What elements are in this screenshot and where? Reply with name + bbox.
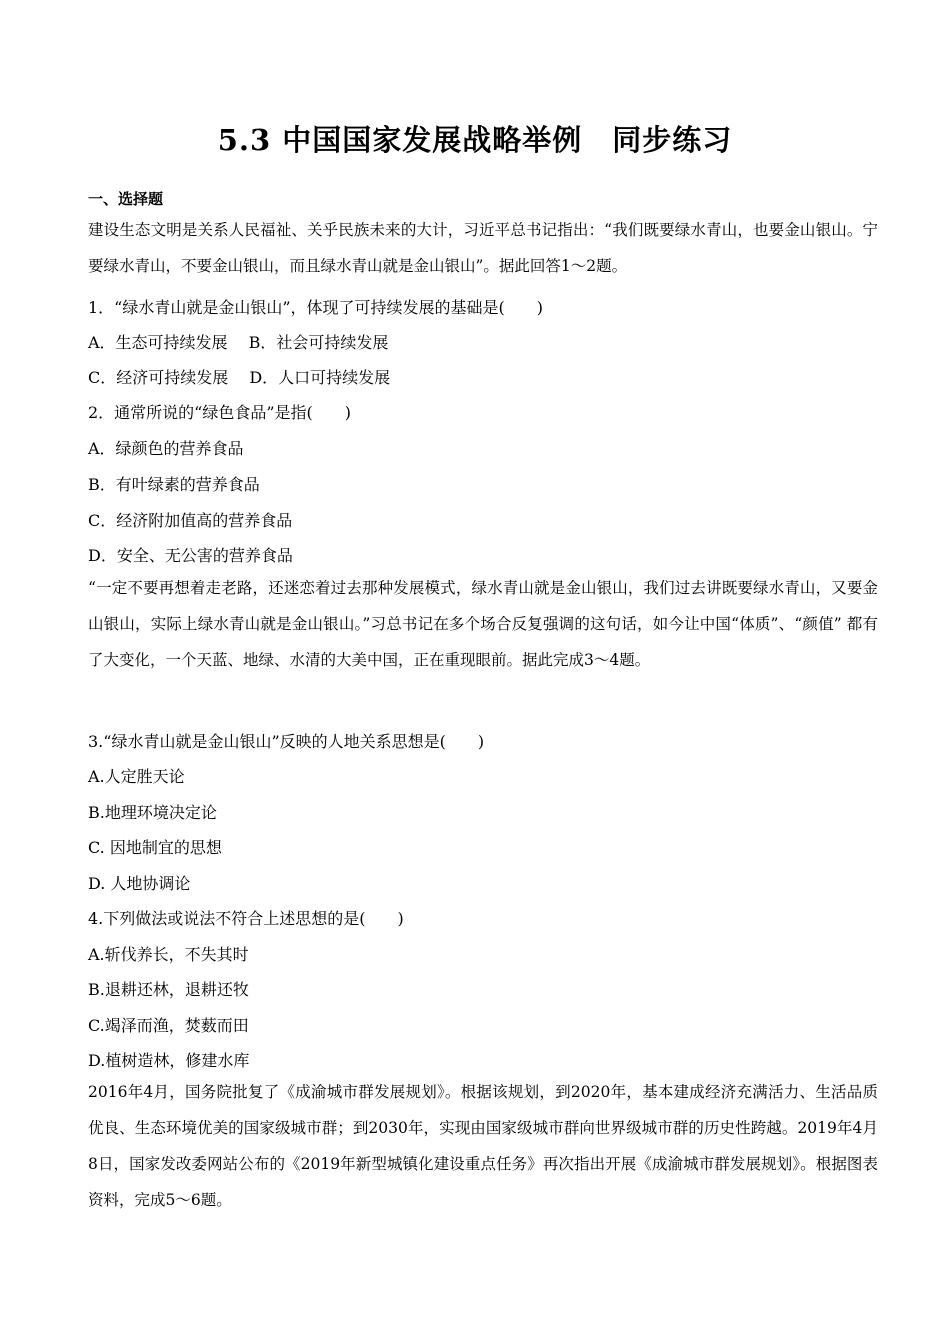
question-4-option-a: A.斩伐养长，不失其时 xyxy=(88,945,249,964)
question-4-stem: 4.下列做法或说法不符合上述思想的是( ) xyxy=(88,909,404,928)
question-3-option-b: B.地理环境决定论 xyxy=(88,803,217,822)
question-3-stem: 3.“绿水青山就是金山银山”反映的人地关系思想是( ) xyxy=(88,732,485,751)
question-4-option-b: B.退耕还林，退耕还牧 xyxy=(88,980,249,999)
question-3-option-d: D. 人地协调论 xyxy=(88,874,191,893)
question-3-option-a: A.人定胜天论 xyxy=(88,767,185,786)
material-paragraph-2: “一定不要再想着走老路，还迷恋着过去那种发展模式，绿水青山就是金山银山，我们过去讲既要绿水青山，又要金山银山，实际上绿水青山就是金山银山。”习总书记在多个场合反复强调的这句话，如今让中国“体质”、“颜值” 都有了大变化，一个天蓝、地绿、水清的大美中国，正在重现眼前。据此完成3～4题。 xyxy=(88,579,878,669)
page-title: 5.3 中国国家发展战略举例 同步练习 xyxy=(217,123,733,157)
material-paragraph-3: 2016年4月，国务院批复了《成渝城市群发展规划》。根据该规划，到2020年，基本建成经济充满活力、生活品质优良、生态环境优美的国家级城市群；到2030年，实现由国家级城市群向世界级城市群的历史性跨越。2019年4月8日，国家发改委网站公布的《2019年新型城镇化建设重点任务》再次指出开展《成渝城市群发展规划》。根据图表资料，完成5～6题。 xyxy=(88,1083,878,1209)
question-1-options-row-1: A．生态可持续发展 B．社会可持续发展 xyxy=(88,333,389,352)
question-1-options-row-2: C．经济可持续发展 D．人口可持续发展 xyxy=(88,368,391,387)
material-paragraph-1: 建设生态文明是关系人民福祉、关乎民族未来的大计，习近平总书记指出：“我们既要绿水青山，也要金山银山。宁要绿水青山，不要金山银山，而且绿水青山就是金山银山”。据此回答1～2题。 xyxy=(88,221,878,275)
section-heading: 一、选择题 xyxy=(88,190,164,208)
question-2-option-b: B．有叶绿素的营养食品 xyxy=(88,475,260,494)
question-1-stem: 1．“绿水青山就是金山银山”，体现了可持续发展的基础是( ) xyxy=(88,298,544,317)
question-4-option-c: C.竭泽而渔，焚薮而田 xyxy=(88,1016,249,1035)
question-2-option-a: A．绿颜色的营养食品 xyxy=(88,439,244,458)
question-3-option-c: C. 因地制宜的思想 xyxy=(88,838,222,857)
question-2-stem: 2．通常所说的“绿色食品”是指( ) xyxy=(88,403,352,422)
question-4-option-d: D.植树造林，修建水库 xyxy=(88,1051,250,1070)
question-2-option-c: C．经济附加值高的营养食品 xyxy=(88,511,293,530)
question-2-option-d: D．安全、无公害的营养食品 xyxy=(88,546,293,565)
